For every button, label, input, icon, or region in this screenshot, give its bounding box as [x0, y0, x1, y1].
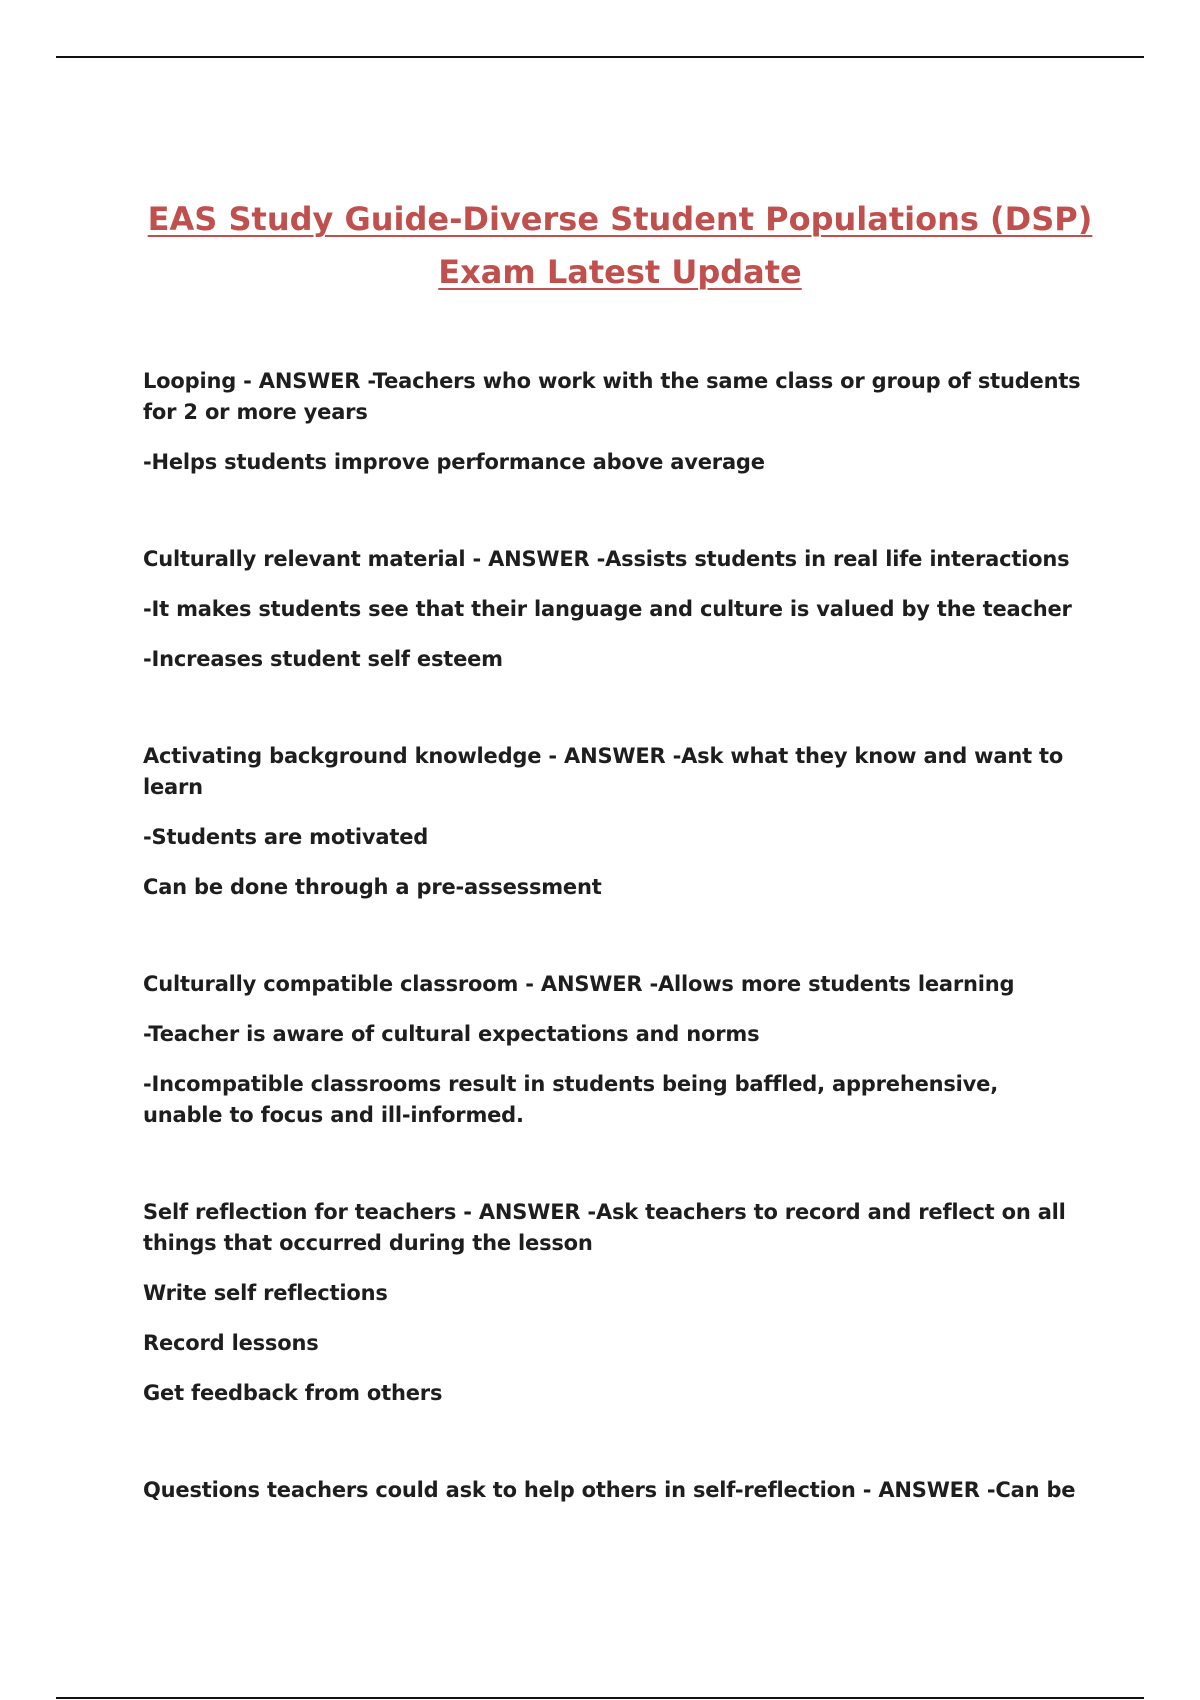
entry-line: Can be done through a pre-assessment [143, 875, 602, 899]
bottom-rule [56, 1697, 1144, 1699]
entry-line: -Students are motivated [143, 825, 429, 849]
title-line-1: EAS Study Guide-Diverse Student Populations (DSP) [147, 200, 1093, 238]
entry-line: Questions teachers could ask to help others in self-reflection - ANSWER -Can be [143, 1478, 1076, 1502]
entry-line: -Helps students improve performance above average [143, 450, 765, 474]
top-rule [56, 56, 1144, 58]
entry-line: -Increases student self esteem [143, 647, 503, 671]
document-title [0, 193, 1200, 299]
document-body [143, 366, 1083, 1572]
entry-line: -Teacher is aware of cultural expectations and norms [143, 1022, 760, 1046]
entry-line: -Incompatible classrooms result in students being baffled, apprehensive, unable to focus and ill-informed. [143, 1072, 998, 1127]
qa-entry-culturally-relevant-material [143, 544, 1083, 675]
entry-line: Culturally compatible classroom - ANSWER -Allows more students learning [143, 972, 1015, 996]
title-line-2: Exam Latest Update [438, 253, 802, 291]
entry-line: -It makes students see that their language and culture is valued by the teacher [143, 597, 1072, 621]
entry-line: Looping - ANSWER -Teachers who work with the same class or group of students for 2 or more years [143, 369, 1081, 424]
qa-entry-self-reflection-questions [143, 1475, 1083, 1506]
entry-line: Activating background knowledge - ANSWER -Ask what they know and want to learn [143, 744, 1064, 799]
entry-line: Write self reflections [143, 1281, 388, 1305]
qa-entry-culturally-compatible-classroom [143, 969, 1083, 1131]
entry-line: Culturally relevant material - ANSWER -Assists students in real life interactions [143, 547, 1070, 571]
entry-line: Record lessons [143, 1331, 319, 1355]
entry-line: Self reflection for teachers - ANSWER -Ask teachers to record and reflect on all things that occurred during the lesson [143, 1200, 1066, 1255]
qa-entry-looping [143, 366, 1083, 478]
qa-entry-activating-background-knowledge [143, 741, 1083, 903]
entry-line: Get feedback from others [143, 1381, 443, 1405]
qa-entry-self-reflection-for-teachers [143, 1197, 1083, 1409]
